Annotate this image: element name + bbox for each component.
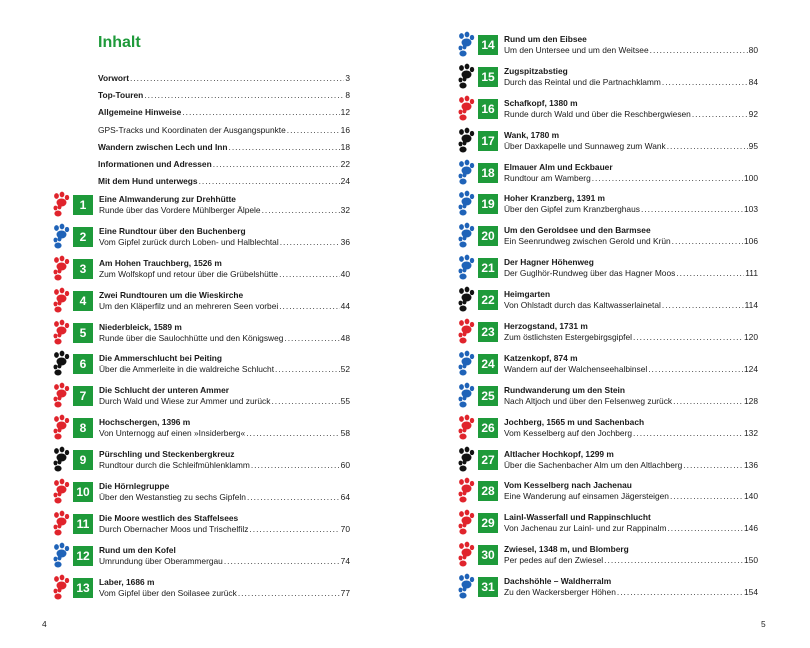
dot-leader bbox=[667, 523, 743, 533]
tour-number-badge: 1 bbox=[73, 195, 93, 215]
tour-title: Rund um den Kofel bbox=[99, 544, 176, 555]
toc-entry-page: 16 bbox=[340, 124, 350, 135]
dot-leader bbox=[130, 70, 344, 87]
dot-leader bbox=[617, 587, 743, 597]
paw-print-icon bbox=[52, 287, 70, 313]
tour-entry[interactable] bbox=[457, 285, 758, 317]
tour-number-badge: 20 bbox=[478, 226, 498, 246]
tour-number-badge: 21 bbox=[478, 258, 498, 278]
paw-print-icon bbox=[52, 542, 70, 568]
tour-subtitle-line bbox=[504, 364, 758, 374]
tour-subtitle-line bbox=[504, 300, 758, 310]
tour-entry[interactable] bbox=[457, 189, 758, 221]
tour-entry[interactable] bbox=[52, 286, 350, 318]
toc-entry-label: GPS-Tracks und Koordinaten der Ausgangspunkte bbox=[98, 124, 286, 135]
tour-list-right bbox=[457, 30, 758, 604]
tour-number-badge: 10 bbox=[73, 482, 93, 502]
tour-subtitle: Zu den Wackersberger Höhen bbox=[504, 587, 616, 598]
paw-print-icon bbox=[457, 350, 475, 376]
tour-entry[interactable] bbox=[52, 222, 350, 254]
tour-title: Altlacher Hochkopf, 1299 m bbox=[504, 448, 614, 459]
dot-leader bbox=[284, 333, 339, 343]
dot-leader bbox=[670, 491, 743, 501]
tour-subtitle: Über Daxkapelle und Sunnaweg zum Wank bbox=[504, 140, 666, 151]
dot-leader bbox=[604, 555, 743, 565]
toc-entry-label: Mit dem Hund unterwegs bbox=[98, 176, 198, 187]
tour-number-badge: 28 bbox=[478, 481, 498, 501]
tour-entry[interactable] bbox=[457, 221, 758, 253]
tour-subtitle-line bbox=[504, 204, 758, 214]
tour-page: 150 bbox=[744, 555, 758, 566]
toc-entry-page: 12 bbox=[340, 107, 350, 118]
paw-print-icon bbox=[457, 286, 475, 312]
intro-list bbox=[98, 70, 350, 190]
tour-number-badge: 9 bbox=[73, 450, 93, 470]
tour-page: 36 bbox=[340, 236, 350, 247]
tour-number-badge: 2 bbox=[73, 227, 93, 247]
tour-title: Die Ammerschlucht bei Peiting bbox=[99, 353, 223, 364]
tour-title: Laber, 1686 m bbox=[99, 576, 155, 587]
tour-entry[interactable] bbox=[52, 318, 350, 350]
dot-leader bbox=[280, 237, 340, 247]
tour-entry[interactable] bbox=[52, 349, 350, 381]
tour-subtitle-line bbox=[504, 109, 758, 119]
tour-number-badge: 23 bbox=[478, 322, 498, 342]
tour-entry[interactable] bbox=[457, 253, 758, 285]
paw-print-icon bbox=[457, 159, 475, 185]
toc-entry-label: Wandern zwischen Lech und Inn bbox=[98, 141, 228, 152]
tour-subtitle: Durch Wald und Wiese zur Ammer und zurück bbox=[99, 396, 271, 407]
tour-number-badge: 30 bbox=[478, 545, 498, 565]
tour-title: Zugspitzabstieg bbox=[504, 65, 568, 76]
dot-leader bbox=[673, 396, 743, 406]
tour-subtitle: Umrundung über Oberammergau bbox=[99, 555, 223, 566]
tour-subtitle: Wandern auf der Walchenseehalbinsel bbox=[504, 363, 648, 374]
tour-subtitle-line bbox=[99, 460, 350, 470]
tour-title: Hoher Kranzberg, 1391 m bbox=[504, 193, 605, 204]
toc-entry[interactable] bbox=[98, 156, 350, 173]
tour-page: 136 bbox=[744, 459, 758, 470]
paw-print-icon bbox=[457, 318, 475, 344]
tour-subtitle-line bbox=[99, 428, 350, 438]
tour-subtitle: Über die Sachenbacher Alm um den Altlachberg bbox=[504, 459, 683, 470]
dot-leader bbox=[246, 428, 339, 438]
tour-subtitle-line bbox=[504, 77, 758, 87]
tour-subtitle: Durch das Reintal und die Partnachklamm bbox=[504, 76, 661, 87]
tour-number-badge: 22 bbox=[478, 290, 498, 310]
dot-leader bbox=[262, 205, 340, 215]
tour-subtitle: Um den Untersee und um den Weitsee bbox=[504, 45, 649, 55]
tour-entry[interactable] bbox=[457, 126, 758, 158]
tour-page: 140 bbox=[744, 491, 758, 502]
dot-leader bbox=[182, 104, 339, 121]
tour-entry[interactable] bbox=[457, 30, 758, 62]
tour-title: Zwiesel, 1348 m, und Blomberg bbox=[504, 544, 629, 555]
toc-entry[interactable] bbox=[98, 139, 350, 156]
tour-subtitle: Durch Obernacher Moos und Trischelfilz bbox=[99, 523, 249, 534]
tour-number-badge: 25 bbox=[478, 386, 498, 406]
toc-entry[interactable] bbox=[98, 87, 350, 104]
tour-page: 32 bbox=[340, 205, 350, 215]
tour-number-badge: 5 bbox=[73, 323, 93, 343]
tour-page: 60 bbox=[340, 460, 350, 471]
tour-title: Dachshöhle – Waldherralm bbox=[504, 576, 612, 587]
dot-leader bbox=[662, 300, 744, 310]
dot-leader bbox=[144, 87, 344, 104]
tour-title: Rundwanderung um den Stein bbox=[504, 384, 625, 395]
tour-entry[interactable] bbox=[457, 381, 758, 413]
page-number-left: 4 bbox=[42, 619, 47, 629]
tour-page: 92 bbox=[748, 108, 758, 119]
dot-leader bbox=[592, 173, 743, 183]
tour-list-left bbox=[52, 190, 350, 605]
tour-title: Um den Geroldsee und den Barmsee bbox=[504, 225, 651, 236]
tour-page: 52 bbox=[340, 364, 350, 375]
tour-entry[interactable] bbox=[457, 158, 758, 190]
tour-subtitle-line bbox=[99, 588, 350, 598]
dot-leader bbox=[224, 556, 340, 566]
toc-entry-page: 3 bbox=[345, 73, 350, 83]
tour-entry[interactable] bbox=[52, 445, 350, 477]
tour-page: 124 bbox=[744, 363, 758, 374]
tour-entry[interactable] bbox=[457, 476, 758, 508]
tour-page: 74 bbox=[340, 555, 350, 566]
dot-leader bbox=[683, 460, 743, 470]
tour-title: Hochschergen, 1396 m bbox=[99, 417, 191, 428]
dot-leader bbox=[229, 139, 340, 156]
paw-print-icon bbox=[52, 414, 70, 440]
tour-number-badge: 31 bbox=[478, 577, 498, 597]
tour-subtitle-line bbox=[99, 492, 350, 502]
tour-page: 154 bbox=[744, 587, 758, 598]
tour-page: 111 bbox=[745, 268, 758, 279]
tour-page: 70 bbox=[340, 523, 350, 534]
tour-subtitle-line bbox=[504, 428, 758, 438]
paw-print-icon bbox=[457, 222, 475, 248]
tour-title: Lainl-Wasserfall und Rappinschlucht bbox=[504, 512, 651, 523]
tour-page: 128 bbox=[744, 395, 758, 406]
tour-subtitle-line bbox=[504, 491, 758, 501]
toc-entry-label: Informationen und Adressen bbox=[98, 158, 212, 169]
tour-title: Die Hörnlegruppe bbox=[99, 481, 170, 492]
tour-title: Eine Almwanderung zur Drehhütte bbox=[99, 194, 236, 204]
tour-number-badge: 18 bbox=[478, 163, 498, 183]
toc-entry-page: 8 bbox=[345, 90, 350, 101]
toc-entry[interactable] bbox=[98, 173, 350, 190]
tour-number-badge: 13 bbox=[73, 578, 93, 598]
tour-number-badge: 8 bbox=[73, 418, 93, 438]
dot-leader bbox=[641, 204, 743, 214]
paw-print-icon bbox=[457, 190, 475, 216]
paw-print-icon bbox=[457, 127, 475, 153]
dot-leader bbox=[213, 156, 340, 173]
tour-number-badge: 6 bbox=[73, 354, 93, 374]
tour-subtitle: Vom Kesselberg auf den Jochberg bbox=[504, 427, 633, 438]
tour-subtitle: Zum östlichsten Estergebirgsgipfel bbox=[504, 332, 633, 343]
paw-print-icon bbox=[52, 319, 70, 345]
paw-print-icon bbox=[52, 478, 70, 504]
tour-title: Eine Rundtour über den Buchenberg bbox=[99, 225, 246, 236]
tour-title: Schafkopf, 1380 m bbox=[504, 97, 578, 108]
tour-page: 95 bbox=[748, 140, 758, 151]
tour-number-badge: 16 bbox=[478, 99, 498, 119]
tour-subtitle: Von Unternogg auf einen »Insiderberg« bbox=[99, 428, 246, 439]
tour-subtitle: Vom Gipfel zurück durch Loben- und Halblechtal bbox=[99, 236, 279, 247]
tour-subtitle-line bbox=[504, 236, 758, 246]
paw-print-icon bbox=[457, 541, 475, 567]
paw-print-icon bbox=[52, 223, 70, 249]
toc-entry-label: Allgemeine Hinweise bbox=[98, 107, 182, 118]
tour-page: 114 bbox=[744, 300, 758, 311]
tour-subtitle: Runde durch Wald und über die Reschbergwiesen bbox=[504, 108, 691, 119]
paw-print-icon bbox=[457, 573, 475, 599]
toc-entry-page: 22 bbox=[340, 158, 350, 169]
paw-print-icon bbox=[457, 63, 475, 89]
tour-subtitle: Der Guglhör-Rundweg über das Hagner Moos bbox=[504, 268, 676, 279]
tour-subtitle: Über den Gipfel zum Kranzberghaus bbox=[504, 204, 640, 215]
tour-subtitle-line bbox=[99, 237, 350, 247]
tour-title: Niederbleick, 1589 m bbox=[99, 321, 182, 332]
tour-subtitle-line bbox=[504, 141, 758, 151]
paw-print-icon bbox=[52, 191, 70, 217]
tour-entry[interactable] bbox=[52, 541, 350, 573]
tour-number-badge: 14 bbox=[478, 35, 498, 55]
tour-subtitle-line bbox=[99, 301, 350, 311]
tour-subtitle: Ein Seenrundweg zwischen Gerold und Krün bbox=[504, 236, 671, 247]
tour-subtitle-line bbox=[504, 587, 758, 597]
tour-entry[interactable] bbox=[457, 572, 758, 604]
tour-number-badge: 29 bbox=[478, 513, 498, 533]
page-title: Inhalt bbox=[98, 34, 141, 51]
dot-leader bbox=[287, 122, 340, 139]
dot-leader bbox=[650, 45, 748, 55]
tour-title: Heimgarten bbox=[504, 289, 551, 300]
tour-number-badge: 11 bbox=[73, 514, 93, 534]
paw-print-icon bbox=[52, 382, 70, 408]
tour-subtitle: Um den Kläperfilz und an mehreren Seen vorbei bbox=[99, 300, 279, 311]
dot-leader bbox=[633, 332, 743, 342]
paw-print-icon bbox=[457, 414, 475, 440]
paw-print-icon bbox=[457, 95, 475, 121]
tour-page: 44 bbox=[340, 300, 350, 311]
tour-subtitle: Über die Ammerleite in die waldreiche Schlucht bbox=[99, 364, 275, 375]
tour-entry[interactable] bbox=[457, 540, 758, 572]
tour-number-badge: 17 bbox=[478, 131, 498, 151]
tour-number-badge: 24 bbox=[478, 354, 498, 374]
dot-leader bbox=[275, 364, 340, 374]
tour-subtitle: Per pedes auf den Zwiesel bbox=[504, 555, 604, 566]
tour-number-badge: 15 bbox=[478, 67, 498, 87]
paw-print-icon bbox=[457, 509, 475, 535]
tour-subtitle: Vom Gipfel über den Soilasee zurück bbox=[99, 587, 237, 598]
paw-print-icon bbox=[457, 254, 475, 280]
tour-title: Elmauer Alm und Eckbauer bbox=[504, 161, 613, 172]
tour-title: Katzenkopf, 874 m bbox=[504, 352, 578, 363]
tour-subtitle-line bbox=[99, 333, 350, 343]
tour-title: Herzogstand, 1731 m bbox=[504, 321, 588, 332]
tour-page: 64 bbox=[340, 492, 350, 503]
tour-page: 106 bbox=[744, 236, 758, 247]
dot-leader bbox=[249, 524, 339, 534]
tour-subtitle: Eine Wanderung auf einsamen Jägersteigen bbox=[504, 491, 669, 502]
dot-leader bbox=[676, 268, 744, 278]
paw-print-icon bbox=[457, 382, 475, 408]
tour-entry[interactable] bbox=[52, 254, 350, 286]
dot-leader bbox=[279, 301, 339, 311]
paw-print-icon bbox=[457, 477, 475, 503]
tour-entry[interactable] bbox=[52, 509, 350, 541]
dot-leader bbox=[199, 173, 340, 190]
tour-title: Vom Kesselberg nach Jachenau bbox=[504, 480, 632, 491]
toc-entry[interactable] bbox=[98, 70, 350, 87]
tour-title: Zwei Rundtouren um die Wieskirche bbox=[99, 289, 244, 300]
tour-page: 55 bbox=[340, 396, 350, 407]
tour-subtitle: Runde über das Vordere Mühlberger Älpele bbox=[99, 205, 261, 215]
tour-entry[interactable] bbox=[52, 413, 350, 445]
tour-subtitle: Rundtour am Wamberg bbox=[504, 172, 591, 183]
tour-title: Pürschling und Steckenbergkreuz bbox=[99, 449, 235, 460]
tour-subtitle: Über den Westanstieg zu sechs Gipfeln bbox=[99, 492, 246, 503]
paw-print-icon bbox=[52, 446, 70, 472]
tour-page: 120 bbox=[744, 332, 758, 343]
toc-entry-page: 24 bbox=[340, 176, 350, 187]
tour-entry[interactable] bbox=[52, 573, 350, 605]
tour-page: 103 bbox=[744, 204, 758, 215]
tour-page: 58 bbox=[340, 428, 350, 439]
tour-entry[interactable] bbox=[457, 508, 758, 540]
tour-number-badge: 19 bbox=[478, 194, 498, 214]
paw-print-icon bbox=[52, 350, 70, 376]
toc-entry[interactable] bbox=[98, 104, 350, 121]
tour-subtitle-line bbox=[504, 460, 758, 470]
tour-subtitle: Zum Wolfskopf und retour über die Grübelshütte bbox=[99, 268, 279, 279]
tour-subtitle-line bbox=[504, 396, 758, 406]
tour-page: 100 bbox=[744, 172, 758, 183]
tour-subtitle-line bbox=[99, 524, 350, 534]
tour-subtitle-line bbox=[504, 173, 758, 183]
tour-subtitle-line bbox=[504, 332, 758, 342]
right-page bbox=[405, 0, 810, 648]
paw-print-icon bbox=[457, 446, 475, 472]
toc-entry-label: Vorwort bbox=[98, 73, 130, 83]
dot-leader bbox=[247, 492, 340, 502]
paw-print-icon bbox=[52, 574, 70, 600]
tour-title: Jochberg, 1565 m und Sachenbach bbox=[504, 416, 645, 427]
tour-subtitle-line bbox=[504, 268, 758, 278]
tour-number-badge: 4 bbox=[73, 291, 93, 311]
dot-leader bbox=[279, 269, 340, 279]
tour-page: 146 bbox=[744, 523, 758, 534]
tour-title: Der Hagner Höhenweg bbox=[504, 257, 594, 268]
dot-leader bbox=[692, 109, 748, 119]
tour-entry[interactable] bbox=[457, 413, 758, 445]
tour-entry[interactable] bbox=[457, 62, 758, 94]
tour-subtitle: Runde über die Saulochhütte und den Königsweg bbox=[99, 332, 284, 343]
tour-subtitle-line bbox=[504, 45, 758, 55]
tour-entry[interactable] bbox=[52, 190, 350, 222]
dot-leader bbox=[662, 77, 748, 87]
tour-page: 48 bbox=[340, 332, 350, 343]
tour-subtitle-line bbox=[504, 555, 758, 565]
tour-entry[interactable] bbox=[457, 445, 758, 477]
tour-subtitle-line bbox=[99, 269, 350, 279]
tour-subtitle-line bbox=[99, 364, 350, 374]
tour-page: 84 bbox=[748, 76, 758, 87]
paw-print-icon bbox=[52, 255, 70, 281]
page-number-right: 5 bbox=[761, 619, 766, 629]
tour-subtitle: Von Jachenau zur Lainl- und zur Rappinalm bbox=[504, 523, 667, 534]
tour-subtitle-line bbox=[504, 523, 758, 533]
dot-leader bbox=[648, 364, 743, 374]
tour-subtitle-line bbox=[99, 205, 350, 215]
tour-number-badge: 7 bbox=[73, 386, 93, 406]
tour-number-badge: 26 bbox=[478, 418, 498, 438]
tour-entry[interactable] bbox=[457, 317, 758, 349]
paw-print-icon bbox=[457, 31, 475, 57]
tour-entry[interactable] bbox=[457, 349, 758, 381]
tour-page: 77 bbox=[340, 587, 350, 598]
dot-leader bbox=[238, 588, 340, 598]
tour-subtitle-line bbox=[99, 396, 350, 406]
dot-leader bbox=[271, 396, 339, 406]
tour-title: Die Moore westlich des Staffelsees bbox=[99, 512, 239, 523]
dot-leader bbox=[667, 141, 748, 151]
toc-entry-page: 18 bbox=[340, 141, 350, 152]
tour-entry[interactable] bbox=[52, 477, 350, 509]
tour-page: 80 bbox=[748, 45, 758, 55]
tour-subtitle: Rundtour durch die Schleifmühlenklamm bbox=[99, 460, 250, 471]
tour-page: 40 bbox=[340, 268, 350, 279]
paw-print-icon bbox=[52, 510, 70, 536]
toc-entry[interactable] bbox=[98, 122, 350, 139]
tour-title: Wank, 1780 m bbox=[504, 129, 560, 140]
tour-title: Die Schlucht der unteren Ammer bbox=[99, 385, 229, 396]
tour-number-badge: 12 bbox=[73, 546, 93, 566]
tour-subtitle: Von Ohlstadt durch das Kaltwasserlainetal bbox=[504, 300, 661, 311]
tour-title: Am Hohen Trauchberg, 1526 m bbox=[99, 257, 222, 268]
tour-entry[interactable] bbox=[457, 94, 758, 126]
dot-leader bbox=[633, 428, 743, 438]
tour-number-badge: 3 bbox=[73, 259, 93, 279]
tour-subtitle-line bbox=[99, 556, 350, 566]
tour-entry[interactable] bbox=[52, 381, 350, 413]
tour-page: 132 bbox=[744, 427, 758, 438]
dot-leader bbox=[672, 236, 743, 246]
tour-subtitle: Nach Altjoch und über den Felsenweg zurück bbox=[504, 395, 673, 406]
dot-leader bbox=[251, 460, 340, 470]
toc-entry-label: Top-Touren bbox=[98, 90, 144, 101]
tour-number-badge: 27 bbox=[478, 450, 498, 470]
tour-title: Rund um den Eibsee bbox=[504, 34, 587, 44]
